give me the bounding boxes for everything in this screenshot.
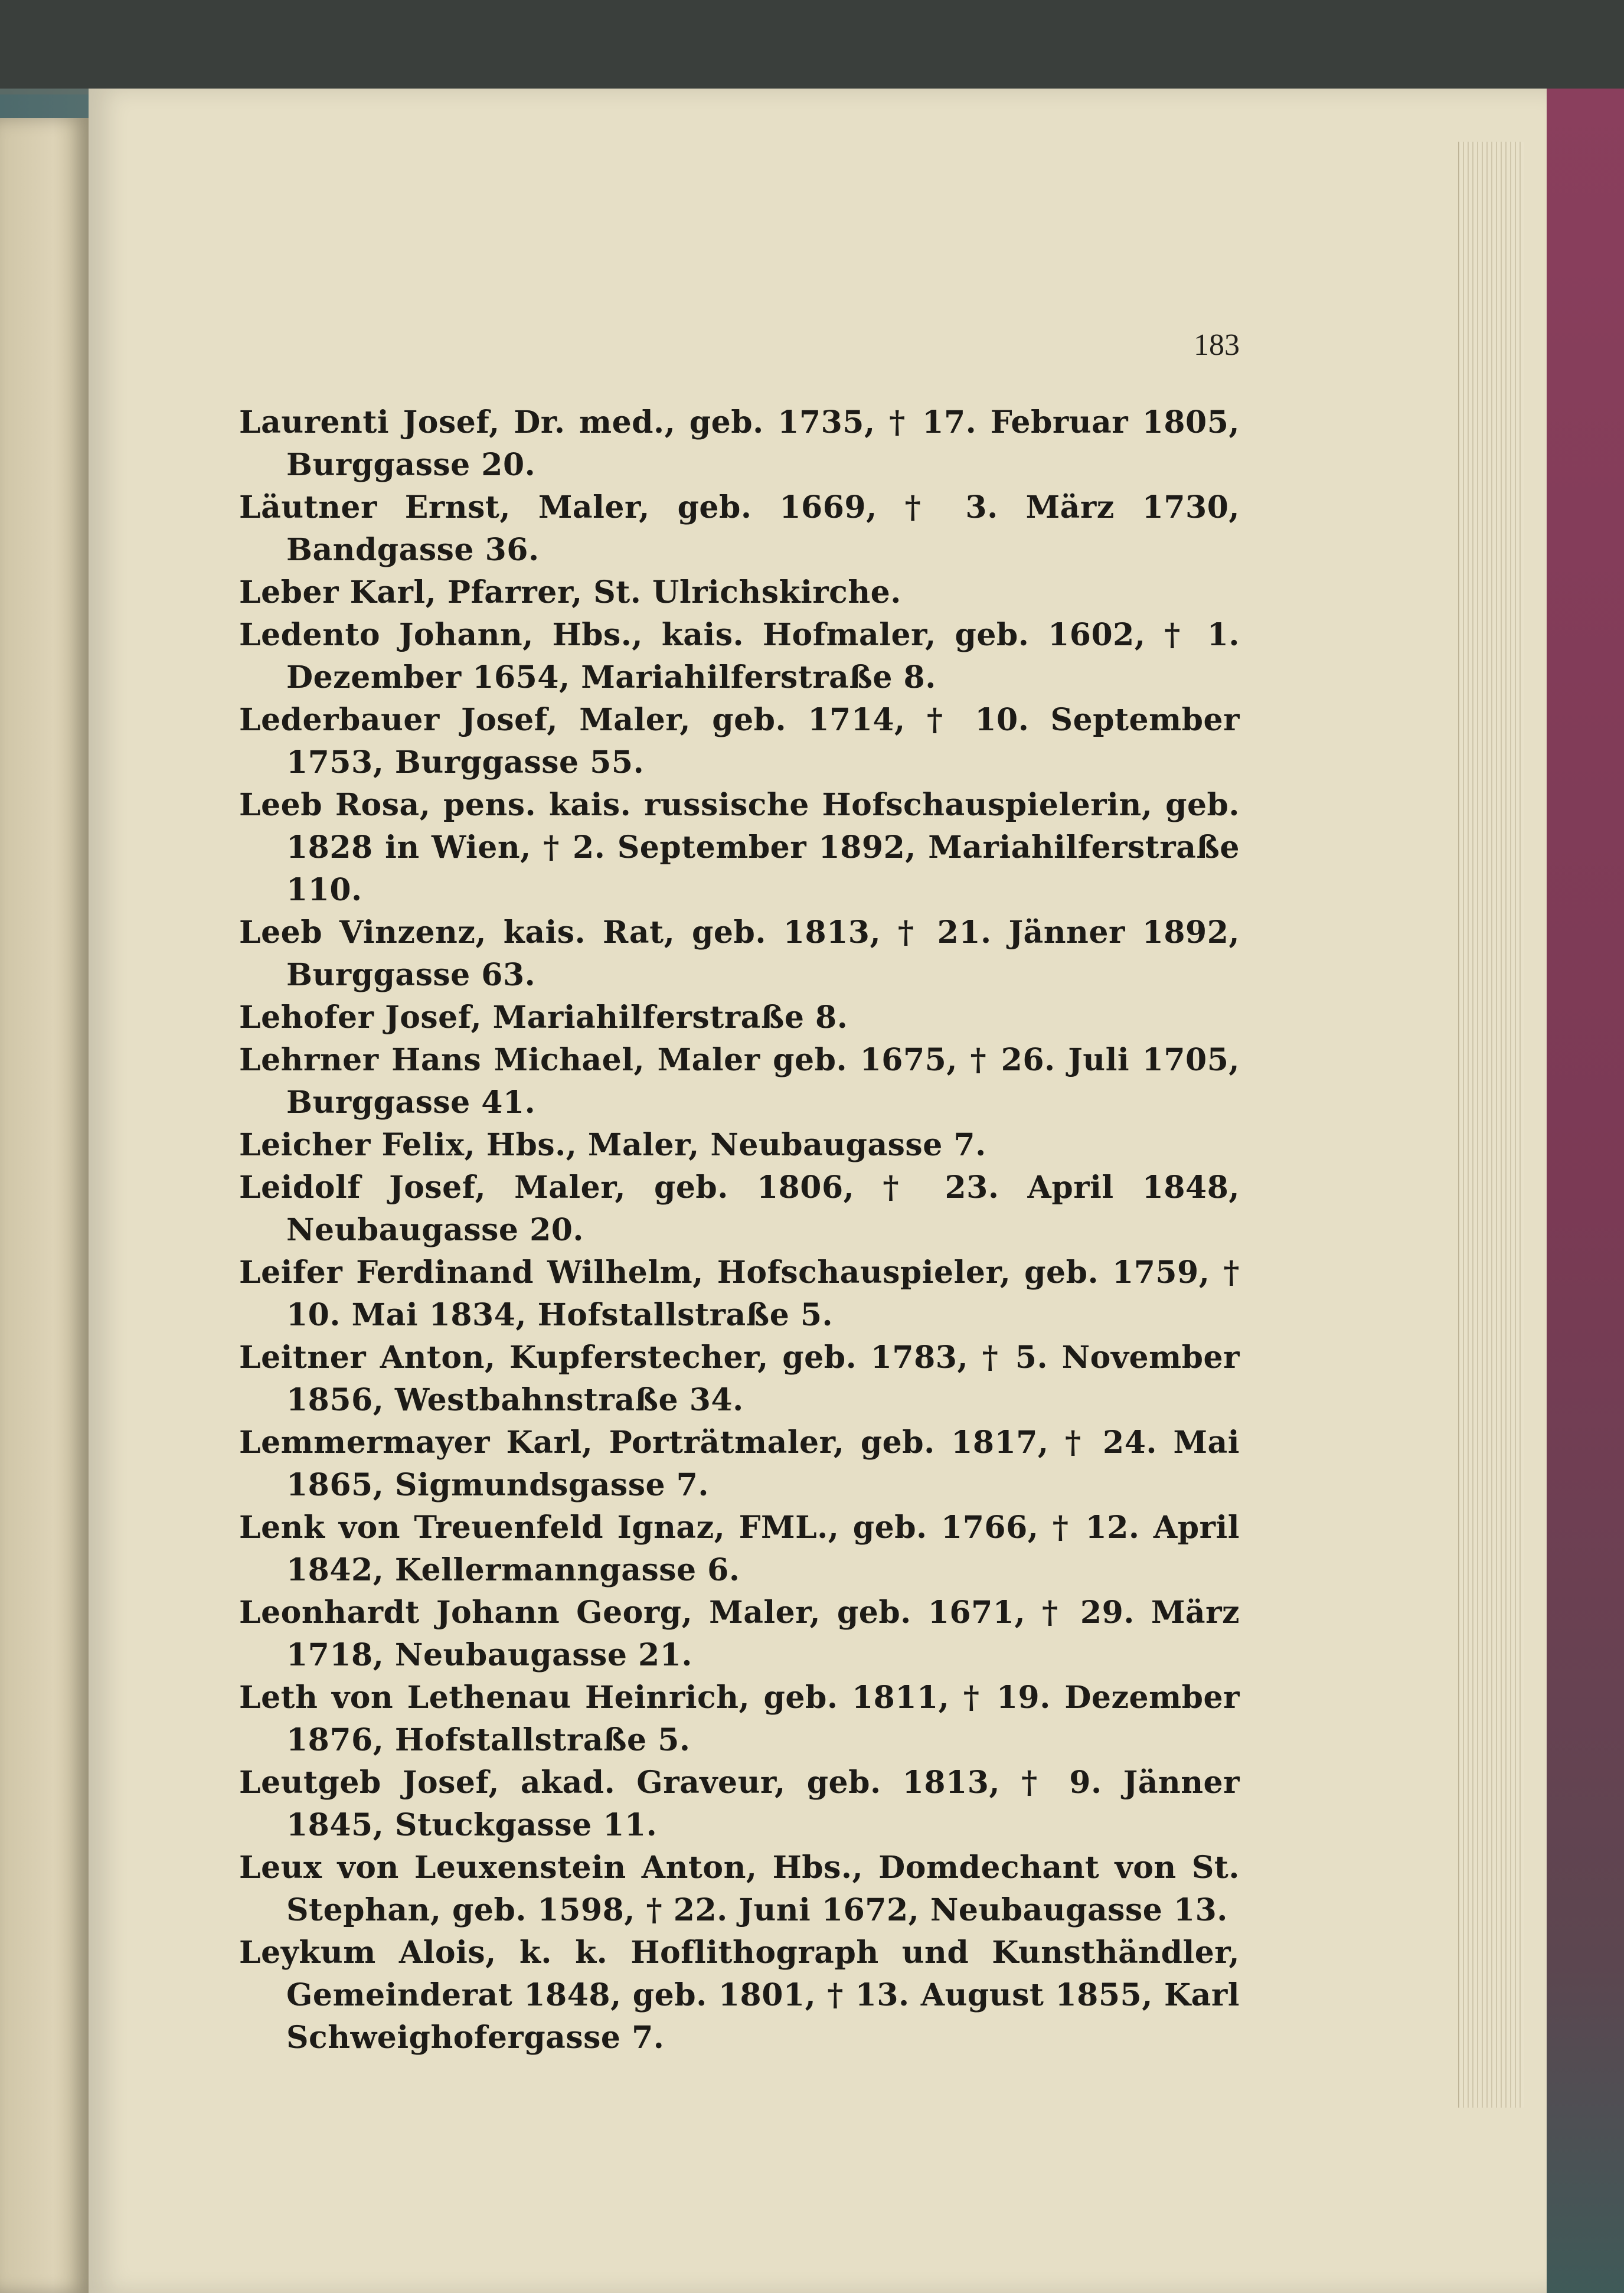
list-item: Leicher Felix, Hbs., Maler, Neubaugasse 7. [239, 1127, 986, 1163]
opposite-page-edge [0, 118, 89, 2293]
page-number: 183 [1194, 328, 1240, 362]
list-item: Leutgeb Josef, akad. Graveur, geb. 1813, † 9. Jänner 1845, Stuckgasse 11. [239, 1765, 1240, 1843]
list-item: Lederbauer Josef, Maler, geb. 1714, † 10. September 1753, Burggasse 55. [239, 702, 1240, 780]
list-item: Leykum Alois, k. k. Hoflithograph und Kunsthändler, Gemeinderat 1848, geb. 1801, † 13. August 1855, Karl Schweighofergasse 7. [239, 1935, 1240, 2056]
page-stack-edges [1458, 142, 1524, 2108]
list-item: Leeb Rosa, pens. kais. russische Hofschauspielerin, geb. 1828 in Wien, † 2. September 1892, Mariahilferstraße 110. [239, 787, 1240, 908]
list-item: Leifer Ferdinand Wilhelm, Hofschauspieler, geb. 1759, † 10. Mai 1834, Hofstallstraße 5. [239, 1255, 1240, 1333]
list-item: Lenk von Treuenfeld Ignaz, FML., geb. 1766, † 12. April 1842, Kellermanngasse 6. [239, 1510, 1240, 1588]
list-item: Ledento Johann, Hbs., kais. Hofmaler, geb. 1602, † 1. Dezember 1654, Mariahilferstraße 8. [239, 617, 1240, 695]
list-item: Leeb Vinzenz, kais. Rat, geb. 1813, † 21. Jänner 1892, Burggasse 63. [239, 914, 1240, 993]
list-item: Lehofer Josef, Mariahilferstraße 8. [239, 999, 848, 1036]
list-item: Laurenti Josef, Dr. med., geb. 1735, † 17. Februar 1805, Burggasse 20. [239, 404, 1240, 483]
list-item: Lemmermayer Karl, Porträtmaler, geb. 1817, † 24. Mai 1865, Sigmundsgasse 7. [239, 1425, 1240, 1503]
entry-list [239, 401, 1240, 2059]
list-item: Leonhardt Johann Georg, Maler, geb. 1671, † 29. März 1718, Neubaugasse 21. [239, 1595, 1240, 1673]
list-item: Leber Karl, Pfarrer, St. Ulrichskirche. [239, 574, 901, 610]
list-item: Leitner Anton, Kupferstecher, geb. 1783, † 5. November 1856, Westbahnstraße 34. [239, 1340, 1240, 1418]
list-item: Leux von Leuxenstein Anton, Hbs., Domdechant von St. Stephan, geb. 1598, † 22. Juni 1672, Neubaugasse 13. [239, 1850, 1240, 1928]
list-item: Lehrner Hans Michael, Maler geb. 1675, † 26. Juli 1705, Burggasse 41. [239, 1042, 1240, 1121]
list-item: Leth von Lethenau Heinrich, geb. 1811, † 19. Dezember 1876, Hofstallstraße 5. [239, 1680, 1240, 1758]
list-item: Leidolf Josef, Maler, geb. 1806, † 23. April 1848, Neubaugasse 20. [239, 1170, 1240, 1248]
list-item: Läutner Ernst, Maler, geb. 1669, † 3. März 1730, Bandgasse 36. [239, 489, 1240, 568]
